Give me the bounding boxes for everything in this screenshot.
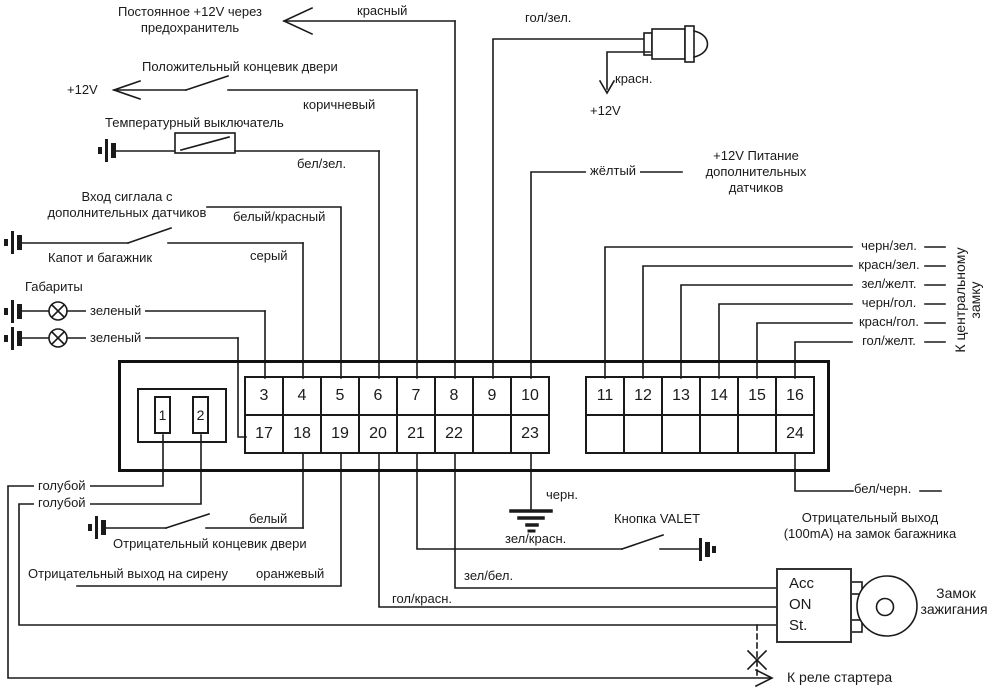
label-12v-left: +12V: [67, 82, 98, 97]
wire-blue-green-led: [493, 26, 708, 378]
label-12v-led: +12V: [590, 103, 621, 118]
ignition-switch-box: [776, 568, 852, 643]
pin-cell: 10: [511, 377, 549, 415]
pin-cell: 3: [245, 377, 283, 415]
pin-cell: 23: [511, 415, 549, 453]
ground-icon-lamp1: [4, 300, 22, 323]
pin-cell: 9: [473, 377, 511, 415]
pin-cell: [624, 415, 662, 453]
label-ignition-lock-line1: Замок: [936, 585, 976, 601]
connector-a-bottom-row: [245, 415, 549, 453]
ground-icon-temp: [98, 139, 116, 162]
label-constant-12v-line2: предохранитель: [140, 20, 240, 35]
pin-cell: 17: [245, 415, 283, 453]
pin-cell: 6: [359, 377, 397, 415]
pin-cell: 16: [776, 377, 814, 415]
label-to-central-lock-line2: замку: [967, 281, 983, 319]
connector-b-top-row: [586, 377, 814, 415]
label-to-central-lock-line1: К центральному: [952, 247, 968, 353]
label-blue-red-wire: гол/красн.: [392, 591, 453, 606]
pin-cell: 21: [397, 415, 435, 453]
pin-cell: 15: [738, 377, 776, 415]
pin-cell: 22: [435, 415, 473, 453]
label-black-wire: черн.: [546, 487, 579, 502]
label-green-white-wire: зел/бел.: [464, 568, 514, 583]
label-positive-door-switch: Положительный концевик двери: [142, 59, 338, 74]
connector-b-bottom-row: [586, 415, 814, 453]
pin-cell: 20: [359, 415, 397, 453]
label-red-short: красн.: [615, 71, 653, 86]
connector-a-top-row: [245, 377, 549, 415]
pin-cell: 12: [624, 377, 662, 415]
label-gray-wire: серый: [250, 248, 288, 263]
label-temperature-switch: Температурный выключатель: [105, 115, 284, 130]
label-white-black-wire: бел/черн.: [854, 481, 912, 496]
pin-cell: 24: [776, 415, 814, 453]
label-siren-output: Отрицательный выход на сирену: [28, 566, 228, 581]
label-yellow-wire: жёлтый: [586, 164, 640, 179]
label-ignition-lock-line2: зажигания: [920, 601, 988, 617]
label-white-red-wire: белый/красный: [233, 209, 326, 224]
label-white-wire: белый: [249, 511, 288, 526]
label-aux-power-line3: датчиков: [728, 180, 784, 195]
ignition-acc-label: Acc: [789, 575, 815, 592]
pin-cell: 18: [283, 415, 321, 453]
label-to-central-lock: [953, 230, 983, 370]
pin-cell: 8: [435, 377, 473, 415]
label-red-wire: красный: [357, 3, 408, 18]
wire-yellow: [531, 172, 682, 378]
connector-b: [585, 376, 815, 454]
pin-cell: 13: [662, 377, 700, 415]
pin-cell: [586, 415, 624, 453]
label-green-wire-2: зеленый: [86, 331, 145, 346]
label-green-red-wire: зел/красн.: [505, 531, 567, 546]
label-red-blue-wire: красн/гол.: [858, 314, 920, 329]
ground-icon-valet: [699, 538, 716, 561]
label-brown-wire: коричневый: [303, 97, 376, 112]
label-black-green-wire: черн/зел.: [861, 238, 917, 253]
label-aux-input-line2: дополнительных датчиков: [47, 205, 207, 220]
pin-cell: 14: [700, 377, 738, 415]
wire-blue-pin1-starter: [8, 435, 772, 686]
label-blue-wire-2: голубой: [34, 496, 90, 511]
label-blue-wire-1: голубой: [34, 479, 90, 494]
ignition-st-label: St.: [789, 617, 808, 634]
plug-1-2-box: [137, 388, 227, 443]
label-blue-green-wire: гол/зел.: [525, 10, 572, 25]
wire-white-red: [207, 207, 341, 378]
label-trunk-output-line2: (100mA) на замок багажника: [783, 526, 957, 541]
label-aux-input-line1: Вход сиглала с: [81, 189, 173, 204]
label-hood-trunk: Капот и багажник: [48, 250, 153, 265]
label-constant-12v-line1: Постоянное +12V через: [117, 4, 263, 19]
label-orange-wire: оранжевый: [256, 566, 325, 581]
label-trunk-output-line1: Отрицательный выход: [801, 510, 939, 525]
plug-pin-1: 1: [154, 396, 171, 434]
wire-blue-red: [379, 454, 776, 607]
label-valet-button: Кнопка VALET: [614, 511, 701, 526]
pin-cell: [738, 415, 776, 453]
label-red-green-wire: красн/зел.: [858, 257, 920, 272]
plug-pin-2: 2: [192, 396, 209, 434]
pin-cell: 5: [321, 377, 359, 415]
label-white-green-wire: бел/зел.: [297, 156, 347, 171]
pin-cell: 11: [586, 377, 624, 415]
label-aux-power-line2: дополнительных: [705, 164, 807, 179]
label-blue-yellow-wire: гол/желт.: [862, 333, 916, 348]
label-black-blue-wire: черн/гол.: [861, 295, 917, 310]
ground-icon-hood: [4, 231, 22, 254]
pin-cell: 4: [283, 377, 321, 415]
pin-cell: [662, 415, 700, 453]
label-green-wire-1: зеленый: [86, 304, 145, 319]
ground-icon-lamp2: [4, 327, 22, 350]
pin-cell: 7: [397, 377, 435, 415]
label-to-starter-relay: К реле стартера: [787, 669, 893, 685]
connector-a: [244, 376, 550, 454]
pin-cell: 19: [321, 415, 359, 453]
pin-cell: [473, 415, 511, 453]
label-parking-lights: Габариты: [25, 279, 83, 294]
label-green-yellow-wire: зел/желт.: [861, 276, 917, 291]
label-aux-power-line1: +12V Питание: [713, 148, 799, 163]
ignition-on-label: ON: [789, 596, 812, 613]
ground-icon-neg-door: [88, 516, 106, 539]
pin-cell: [700, 415, 738, 453]
label-negative-door-switch: Отрицательный концевик двери: [113, 536, 307, 551]
